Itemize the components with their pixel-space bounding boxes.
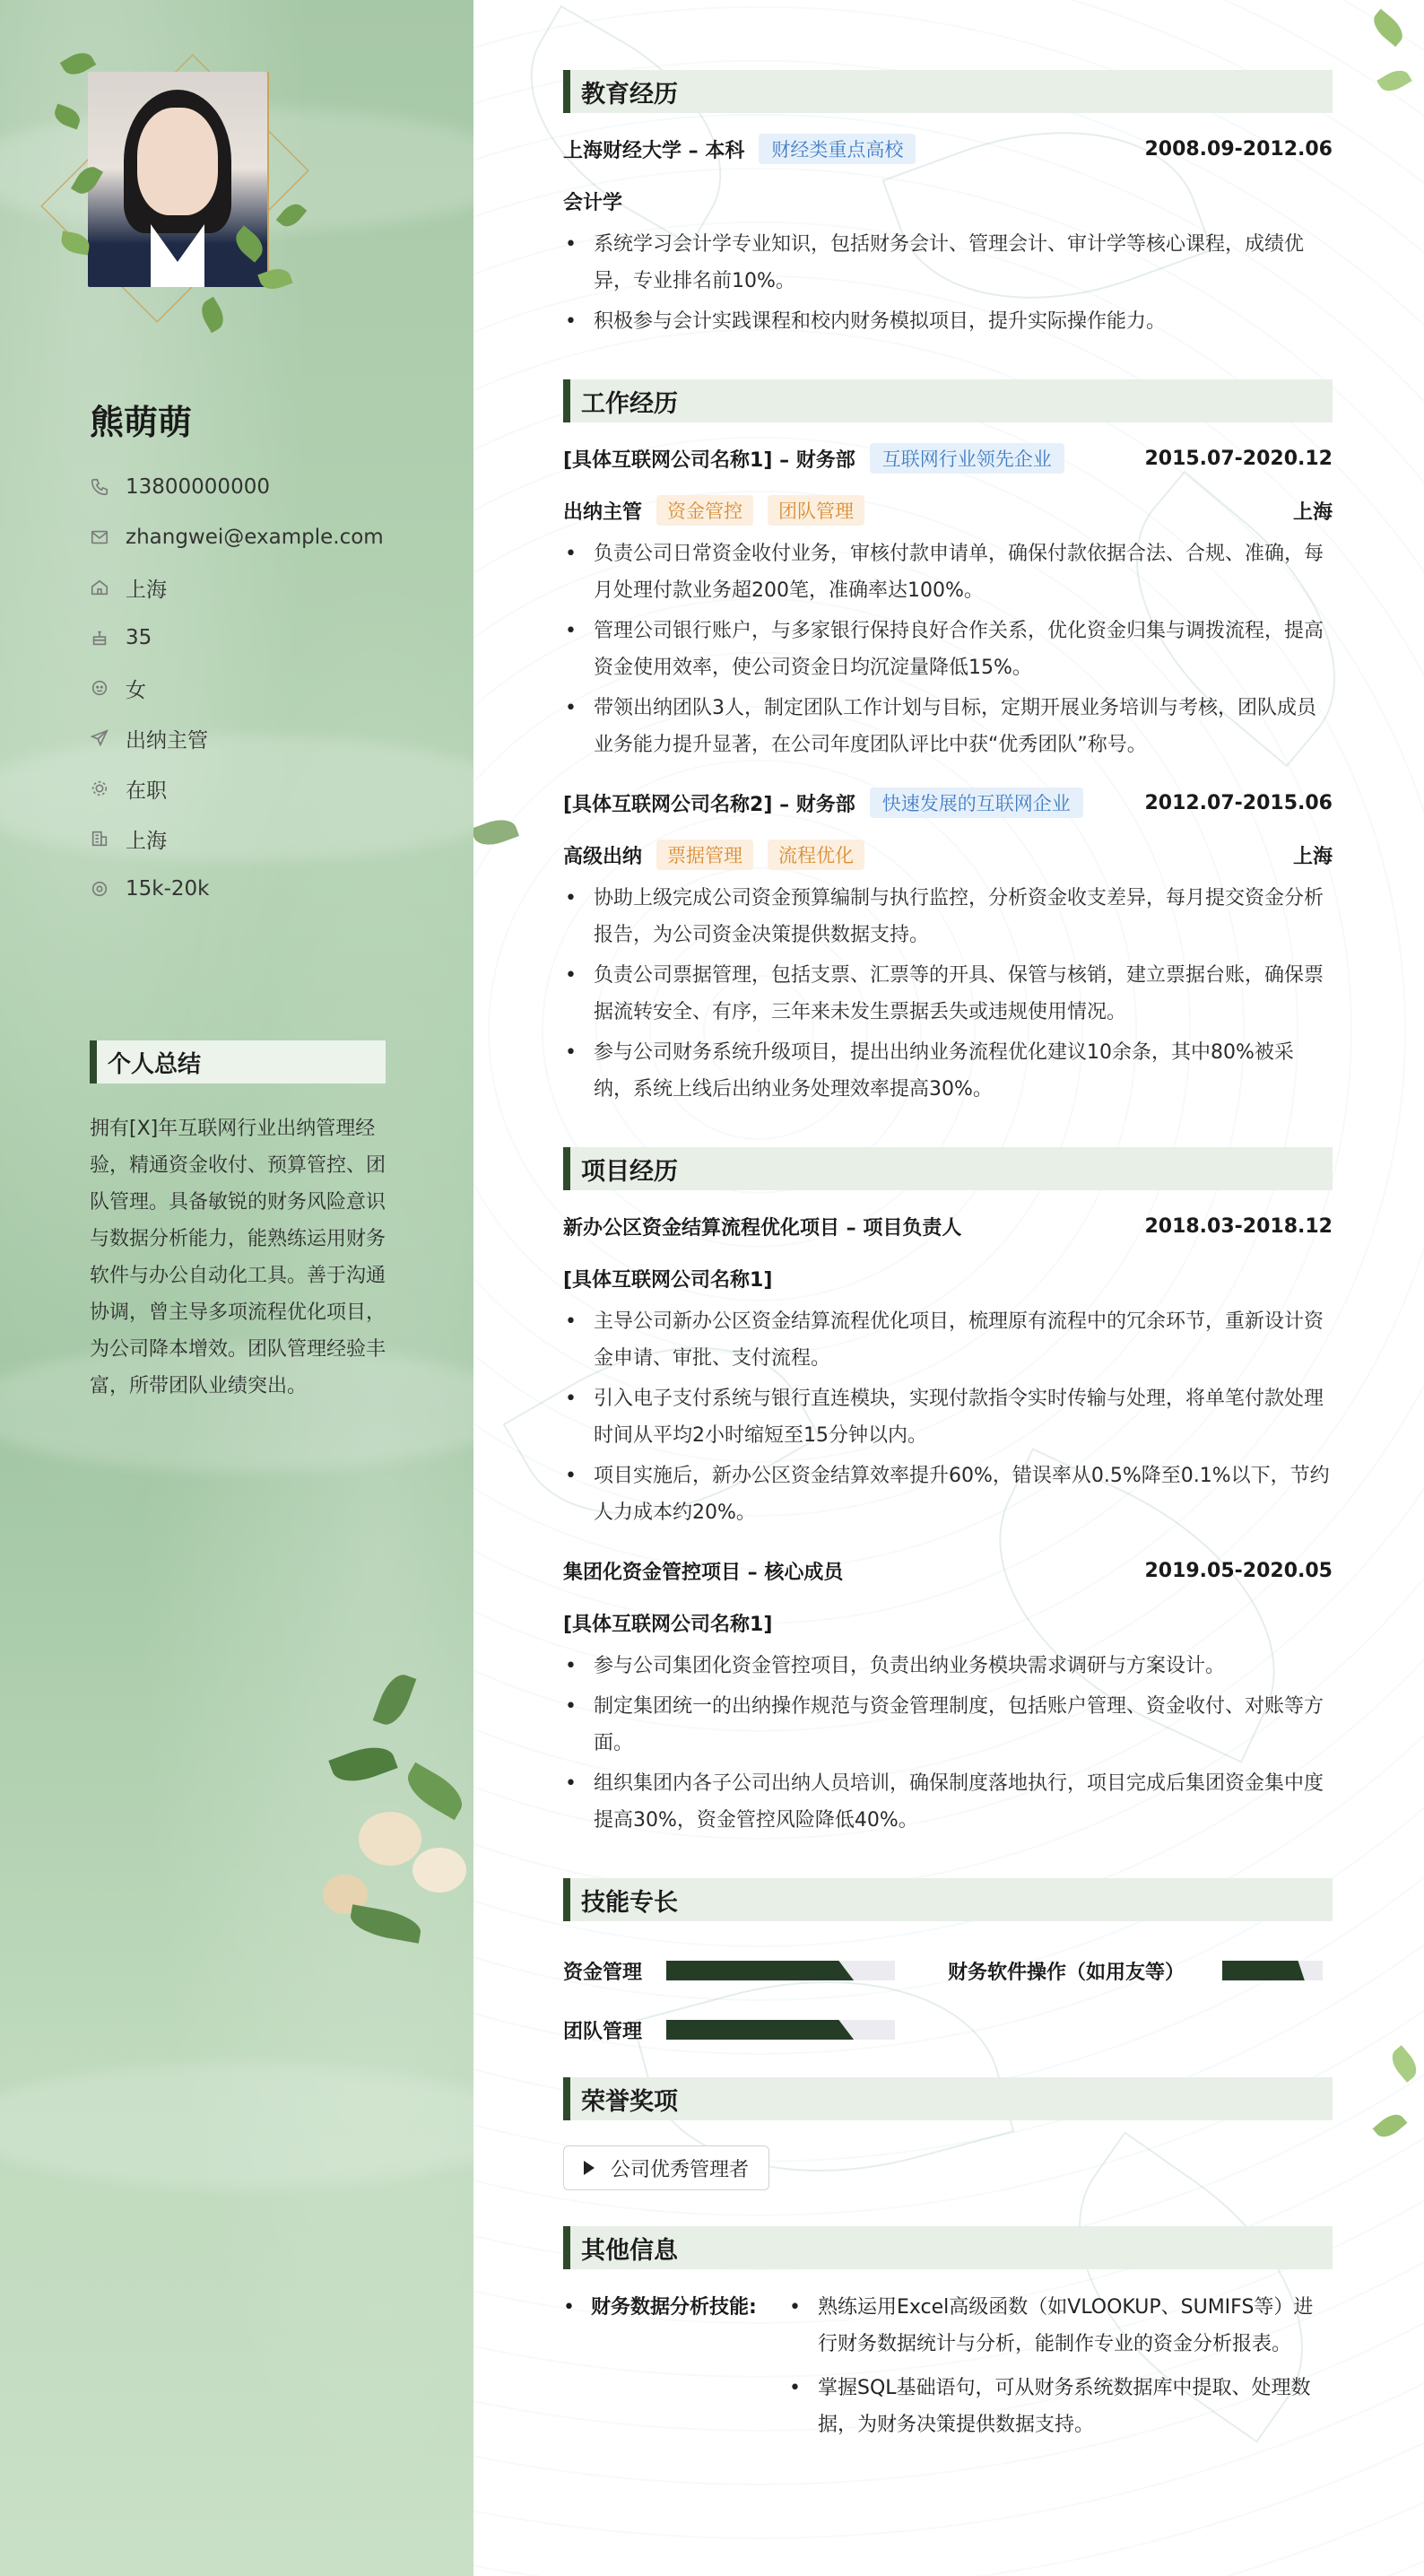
leaf-icon <box>373 1670 417 1730</box>
role-row <box>563 839 1333 871</box>
avatar-collar <box>151 224 204 287</box>
leaf-icon <box>1373 2109 1408 2142</box>
project-company: [具体互联网公司名称1] <box>563 1613 773 1636</box>
face-icon <box>90 678 109 698</box>
info-email <box>90 512 384 562</box>
skill-label: 财务软件操作（如用友等） <box>948 1961 1185 1984</box>
education-section <box>563 70 1333 340</box>
sidebar-wave <box>0 2063 473 2189</box>
summary-text: 拥有[X]年互联网行业出纳管理经验，精通资金收付、预算管控、团队管理。具备敏锐的财务风险意识与数据分析能力，能熟练运用财务软件与办公自动化工具。善于沟通协调，曾主导多项流程优化项目，为公司降本增效。团队管理经验丰富，所带团队业绩突出。 <box>90 1118 386 1397</box>
education-date: 2008.09-2012.06 <box>1144 137 1333 161</box>
sidebar <box>0 0 473 2576</box>
job-date: 2012.07-2015.06 <box>1144 791 1333 814</box>
skill-bar <box>666 1961 895 1980</box>
flower-icon <box>359 1812 421 1866</box>
skill-bar-fill <box>666 1961 854 1980</box>
content-column <box>563 70 1333 2490</box>
leaf-icon <box>1368 9 1409 48</box>
info-gender <box>90 663 384 713</box>
list-item: • 参与公司集团化资金管控项目，负责出纳业务模块需求调研与方案设计。 <box>563 1648 1333 1684</box>
skill-tag: 票据管理 <box>656 840 753 870</box>
list-item: • 负责公司票据管理，包括支票、汇票等的开具、保管与核销，建立票据台账，确保票据流转安全、有序，三年来未发生票据丢失或违规使用情况。 <box>563 957 1333 1031</box>
avatar <box>88 72 267 287</box>
job-city: 上海 <box>1292 500 1333 524</box>
play-icon <box>584 2161 595 2175</box>
section-title: 荣誉奖项 <box>563 2077 1333 2120</box>
skill-item <box>948 1957 1333 1985</box>
flower-icon <box>412 1848 466 1893</box>
age-text: 35 <box>126 626 152 649</box>
major-row <box>563 185 1333 217</box>
company-tag: 互联网行业领先企业 <box>870 443 1064 474</box>
city-text: 上海 <box>126 829 167 853</box>
project-bullets <box>563 1648 1333 1839</box>
salary-text: 15k-20k <box>126 877 210 901</box>
leaf-icon <box>473 814 519 851</box>
contact-info-list <box>90 462 384 914</box>
job-company: [具体互联网公司名称2] – 财务部 <box>563 793 855 816</box>
other-label: • 财务数据分析技能: <box>563 2289 787 2450</box>
list-item: • 负责公司日常资金收付业务，审核付款申请单，确保付款依据合法、合规、准确，每月处理付款业务超200笔，准确率达100%。 <box>563 535 1333 609</box>
photo-area <box>54 36 305 359</box>
education-bullets <box>563 226 1333 340</box>
building-icon <box>90 829 109 849</box>
leaf-icon <box>348 1904 423 1943</box>
skill-label: 资金管理 <box>563 1961 643 1984</box>
project-row <box>563 1210 1333 1242</box>
job-city: 上海 <box>1292 845 1333 868</box>
skill-item <box>563 1957 948 1985</box>
other-info <box>563 2289 1333 2450</box>
info-phone <box>90 462 384 512</box>
leaf-icon <box>400 1762 470 1820</box>
mail-icon <box>90 527 109 547</box>
phone-text: 13800000000 <box>126 475 270 499</box>
list-item: • 系统学习会计学专业知识，包括财务会计、管理会计、审计学等核心课程，成绩优异，专业排名前10%。 <box>563 226 1333 300</box>
info-location <box>90 562 384 613</box>
skill-tag: 团队管理 <box>768 495 864 526</box>
project-bullets <box>563 1303 1333 1531</box>
other-section <box>563 2226 1333 2450</box>
leaf-icon <box>1376 65 1411 96</box>
skill-tag: 资金管控 <box>656 495 753 526</box>
skill-row <box>563 1941 1333 2000</box>
leaf-icon <box>328 1739 397 1789</box>
job-bullets <box>563 880 1333 1108</box>
skill-bar <box>666 2020 895 2040</box>
gear-icon <box>90 779 109 798</box>
avatar-face <box>137 108 218 215</box>
main-content <box>473 0 1424 2576</box>
section-title: 技能专长 <box>563 1878 1333 1921</box>
info-age <box>90 613 384 663</box>
cake-icon <box>90 628 109 648</box>
profile-name: 熊萌萌 <box>90 403 193 442</box>
leaf-icon <box>1386 2045 1422 2083</box>
project-name: 集团化资金管控项目 – 核心成员 <box>563 1561 844 1584</box>
section-title: 工作经历 <box>563 379 1333 422</box>
list-item: • 主导公司新办公区资金结算流程优化项目，梳理原有流程中的冗余环节，重新设计资金申请、审批、支付流程。 <box>563 1303 1333 1377</box>
list-item: • 引入电子支付系统与银行直连模块，实现付款指令实时传输与处理，将单笔付款处理时间从平均2小时缩短至15分钟以内。 <box>563 1380 1333 1454</box>
list-item: • 积极参与会计实践课程和校内财务模拟项目，提升实际操作能力。 <box>563 303 1333 340</box>
school-name: 上海财经大学 – 本科 <box>563 139 745 162</box>
location-text: 上海 <box>126 578 167 602</box>
project-company: [具体互联网公司名称1] <box>563 1268 773 1292</box>
job-date: 2015.07-2020.12 <box>1144 447 1333 470</box>
skill-row <box>563 2000 1333 2059</box>
job-company: [具体互联网公司名称1] – 财务部 <box>563 448 855 472</box>
award-item <box>563 2145 769 2190</box>
info-position <box>90 713 384 763</box>
status-text: 在职 <box>126 779 167 803</box>
home-icon <box>90 578 109 597</box>
phone-icon <box>90 477 109 497</box>
job-row <box>563 442 1333 474</box>
list-item: • 组织集团内各子公司出纳人员培训，确保制度落地执行，项目完成后集团资金集中度提高30%，资金管控风险降低40%。 <box>563 1765 1333 1839</box>
project-name: 新办公区资金结算流程优化项目 – 项目负责人 <box>563 1216 962 1240</box>
send-icon <box>90 728 109 748</box>
skill-bar <box>1222 1961 1323 1980</box>
work-section <box>563 379 1333 1108</box>
job-bullets <box>563 535 1333 763</box>
position-text: 出纳主管 <box>126 728 208 753</box>
job-role: 出纳主管 <box>563 500 643 524</box>
list-item: • 制定集团统一的出纳操作规范与资金管理制度，包括账户管理、资金收付、对账等方面。 <box>563 1688 1333 1762</box>
job-role: 高级出纳 <box>563 845 643 868</box>
education-row <box>563 133 1333 165</box>
leaf-icon <box>196 297 229 333</box>
list-item: • 协助上级完成公司资金预算编制与执行监控，分析资金收支差异，每月提交资金分析报告，为公司资金决策提供数据支持。 <box>563 880 1333 953</box>
skills-section <box>563 1878 1333 2059</box>
project-date: 2018.03-2018.12 <box>1144 1214 1333 1238</box>
leaf-icon <box>276 199 308 231</box>
project-date: 2019.05-2020.05 <box>1144 1559 1333 1582</box>
job-row <box>563 787 1333 819</box>
skill-item <box>563 2016 949 2044</box>
list-item: • 参与公司财务系统升级项目，提出出纳业务流程优化建议10余条，其中80%被采纳，系统上线后出纳业务处理效率提高30%。 <box>563 1034 1333 1108</box>
info-city <box>90 814 384 864</box>
email-text: zhangwei@example.com <box>126 526 384 549</box>
list-item: • 带领出纳团队3人，制定团队工作计划与目标，定期开展业务培训与考核，团队成员业务能力提升显著，在公司年度团队评比中获“优秀团队”称号。 <box>563 690 1333 763</box>
list-item: • 项目实施后，新办公区资金结算效率提升60%，错误率从0.5%降至0.1%以下，节约人力成本约20%。 <box>563 1458 1333 1531</box>
role-row <box>563 494 1333 527</box>
skill-label: 团队管理 <box>563 2020 643 2043</box>
gender-text: 女 <box>126 678 146 702</box>
project-company-row <box>563 1606 1333 1639</box>
summary-section-title: 个人总结 <box>90 1040 386 1083</box>
skills-list <box>563 1941 1333 2059</box>
skill-bar-fill <box>1222 1961 1305 1980</box>
project-company-row <box>563 1262 1333 1294</box>
info-salary <box>90 864 384 914</box>
award-text: 公司优秀管理者 <box>611 2158 750 2181</box>
awards-section <box>563 2077 1333 2190</box>
skill-bar-fill <box>666 2020 854 2040</box>
skill-tag: 流程优化 <box>768 840 864 870</box>
list-item: • 掌握SQL基础语句，可从财务系统数据库中提取、处理数据，为财务决策提供数据支持。 <box>787 2370 1333 2443</box>
info-status <box>90 763 384 814</box>
school-tag: 财经类重点高校 <box>759 134 916 164</box>
other-list <box>787 2289 1333 2450</box>
list-item: • 管理公司银行账户，与多家银行保持良好合作关系，优化资金归集与调拨流程，提高资金使用效率，使公司资金日均沉淀量降低15%。 <box>563 613 1333 686</box>
section-title: 其他信息 <box>563 2226 1333 2269</box>
list-item: • 熟练运用Excel高级函数（如VLOOKUP、SUMIFS等）进行财务数据统计与分析，能制作专业的资金分析报表。 <box>787 2289 1333 2363</box>
project-row <box>563 1554 1333 1587</box>
company-tag: 快速发展的互联网企业 <box>870 788 1083 818</box>
flower-decoration <box>314 1668 473 1955</box>
section-title: 项目经历 <box>563 1147 1333 1190</box>
leaf-icon <box>51 103 82 129</box>
coin-icon <box>90 879 109 899</box>
major-name: 会计学 <box>563 191 623 214</box>
projects-section <box>563 1147 1333 1839</box>
section-title: 教育经历 <box>563 70 1333 113</box>
